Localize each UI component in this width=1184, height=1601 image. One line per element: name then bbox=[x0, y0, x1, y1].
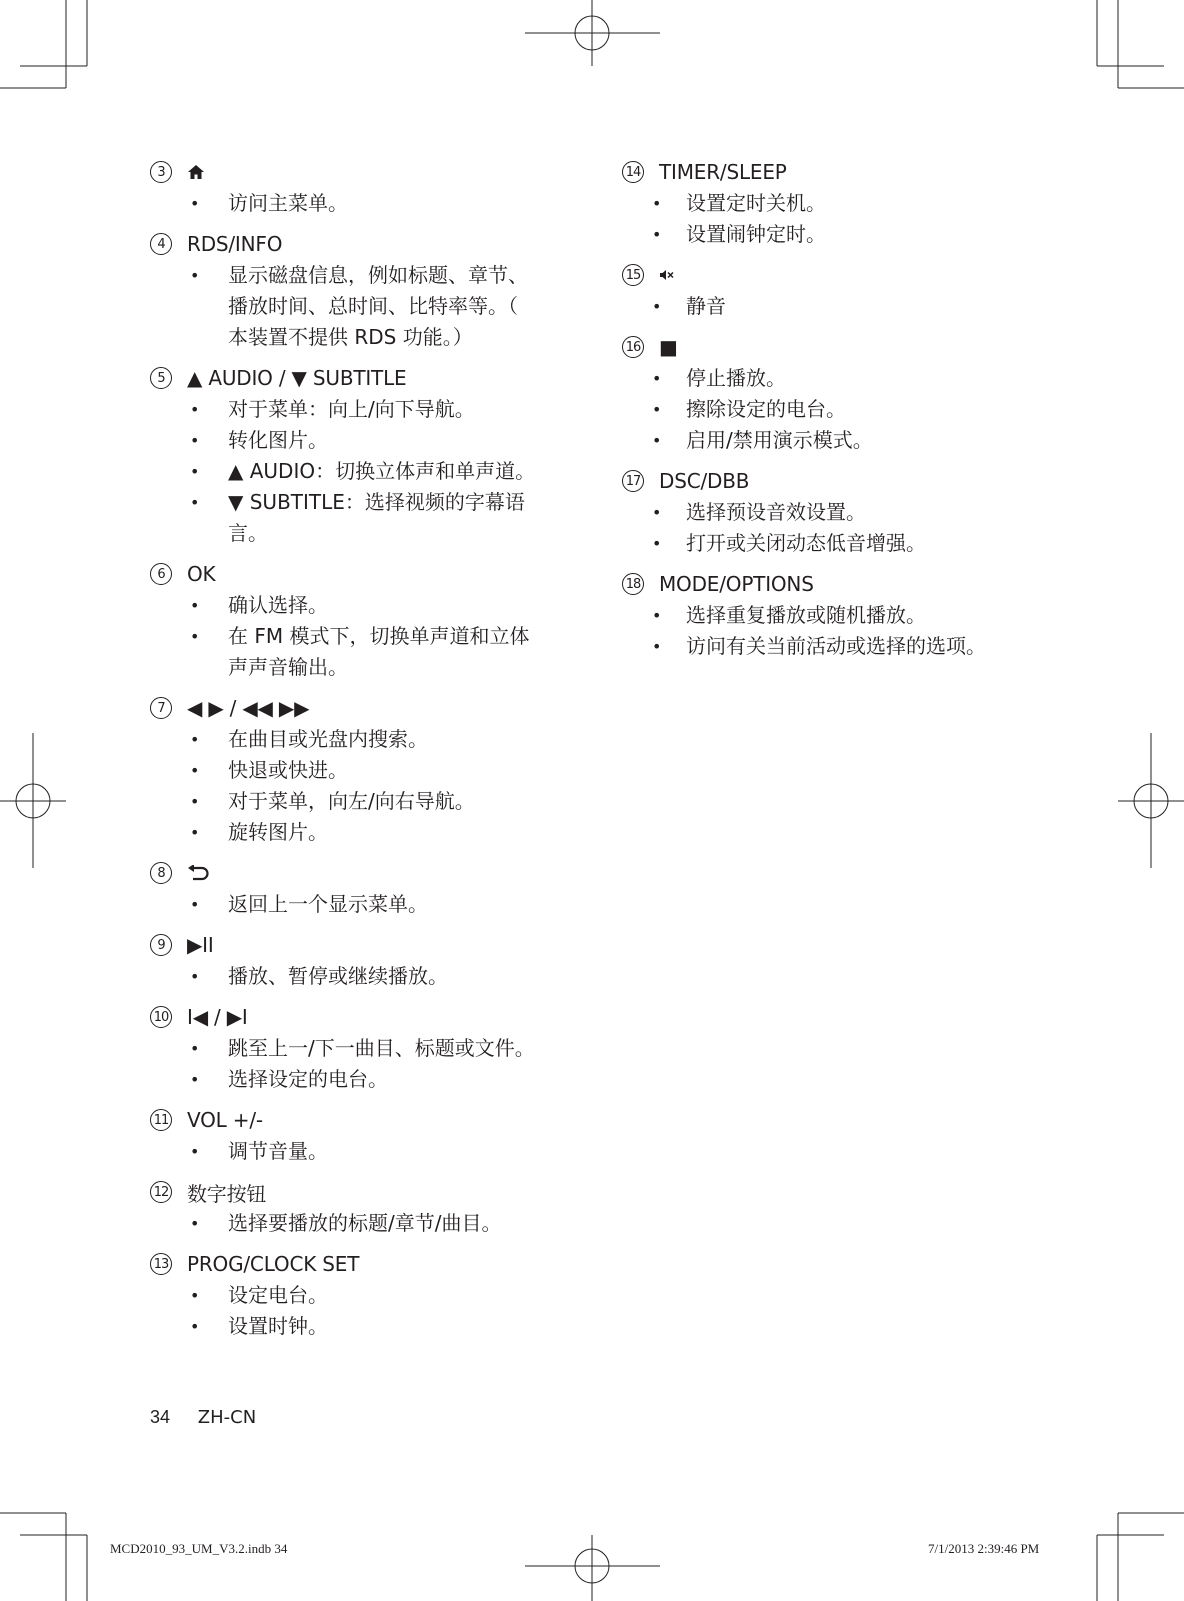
control-item-18 bbox=[622, 568, 1102, 662]
bullet-item: • 对于菜单：向上/向下导航。 bbox=[150, 394, 570, 425]
item-number-badge: 4 bbox=[150, 233, 172, 255]
control-title: 数字按钮 bbox=[187, 1181, 267, 1206]
control-heading bbox=[622, 156, 1102, 188]
control-title: ■ bbox=[659, 335, 678, 359]
item-number-badge: 10 bbox=[150, 1006, 172, 1028]
bullet-list bbox=[622, 291, 1102, 322]
bullet-item: 本装置不提供 RDS 功能。） bbox=[228, 325, 473, 349]
back-icon bbox=[187, 865, 211, 881]
control-item-11 bbox=[150, 1104, 570, 1167]
bullet-item: • 在曲目或光盘内搜索。 bbox=[150, 724, 570, 755]
bullet-item: • 设定电台。 bbox=[150, 1280, 570, 1311]
control-heading bbox=[150, 1104, 570, 1136]
bullet-item: • 选择要播放的标题/章节/曲目。 bbox=[150, 1208, 570, 1239]
bullet-item: • 跳至上一/下一曲目、标题或文件。 bbox=[150, 1033, 570, 1064]
bullet-list bbox=[622, 363, 1102, 456]
bullet-list bbox=[622, 188, 1102, 250]
bullet-list bbox=[150, 394, 570, 549]
control-heading bbox=[622, 465, 1102, 497]
bullet-list bbox=[622, 497, 1102, 559]
control-heading bbox=[150, 1001, 570, 1033]
bullet-list bbox=[150, 961, 570, 992]
control-item-10 bbox=[150, 1001, 570, 1095]
control-heading bbox=[150, 929, 570, 961]
mute-icon bbox=[659, 268, 675, 282]
print-slug-file: MCD2010_93_UM_V3.2.indb 34 bbox=[110, 1541, 288, 1556]
control-title: MODE/OPTIONS bbox=[659, 572, 814, 596]
control-item-5 bbox=[150, 362, 570, 549]
bullet-item: • 启用/禁用演示模式。 bbox=[622, 425, 1102, 456]
control-item-16 bbox=[622, 331, 1102, 456]
item-number-badge: 7 bbox=[150, 697, 172, 719]
control-heading bbox=[622, 568, 1102, 600]
control-title: ◀ ▶ / ◀◀ ▶▶ bbox=[187, 696, 310, 720]
item-number-badge: 9 bbox=[150, 934, 172, 956]
control-item-7 bbox=[150, 692, 570, 848]
bullet-list bbox=[622, 600, 1102, 662]
control-item-3 bbox=[150, 156, 570, 219]
bullet-item: • 设置定时关机。 bbox=[622, 188, 1102, 219]
control-item-14 bbox=[622, 156, 1102, 250]
control-item-8 bbox=[150, 857, 570, 920]
control-heading bbox=[150, 228, 570, 260]
bullet-list bbox=[150, 724, 570, 848]
page-footer bbox=[150, 1407, 256, 1428]
control-heading bbox=[150, 692, 570, 724]
bullet-item: • 显示磁盘信息，例如标题、章节、 bbox=[150, 260, 570, 291]
control-title: PROG/CLOCK SET bbox=[187, 1252, 360, 1276]
item-number-badge: 6 bbox=[150, 563, 172, 585]
right-column bbox=[622, 156, 1102, 671]
control-item-9 bbox=[150, 929, 570, 992]
control-item-15 bbox=[622, 259, 1102, 322]
bullet-list bbox=[150, 1033, 570, 1095]
control-title: ▲ AUDIO / ▼ SUBTITLE bbox=[187, 366, 407, 390]
home-icon bbox=[187, 164, 205, 180]
control-title: OK bbox=[187, 562, 216, 586]
bullet-item: • 播放、暂停或继续播放。 bbox=[150, 961, 570, 992]
bullet-list bbox=[150, 1136, 570, 1167]
control-title: DSC/DBB bbox=[659, 469, 750, 493]
bullet-item: • 停止播放。 bbox=[622, 363, 1102, 394]
item-number-badge: 17 bbox=[622, 470, 644, 492]
bullet-item: 声声音输出。 bbox=[228, 655, 348, 679]
bullet-list bbox=[150, 188, 570, 219]
bullet-item: • 快退或快进。 bbox=[150, 755, 570, 786]
control-heading bbox=[150, 1176, 570, 1208]
bullet-item: • ▲ AUDIO：切换立体声和单声道。 bbox=[150, 456, 570, 487]
control-item-4 bbox=[150, 228, 570, 353]
bullet-item: • 选择预设音效设置。 bbox=[622, 497, 1102, 528]
control-title: ▶II bbox=[187, 933, 214, 957]
bullet-item: • 访问主菜单。 bbox=[150, 188, 570, 219]
item-number-badge: 18 bbox=[622, 573, 644, 595]
item-number-badge: 5 bbox=[150, 367, 172, 389]
print-slug-date: 7/1/2013 2:39:46 PM bbox=[928, 1541, 1040, 1556]
bullet-item: • 打开或关闭动态低音增强。 bbox=[622, 528, 1102, 559]
bullet-list bbox=[150, 1280, 570, 1342]
item-number-badge: 8 bbox=[150, 862, 172, 884]
control-title: VOL +/- bbox=[187, 1108, 263, 1132]
bullet-item: • 转化图片。 bbox=[150, 425, 570, 456]
bullet-item: • 在 FM 模式下，切换单声道和立体 bbox=[150, 621, 570, 652]
control-title: TIMER/SLEEP bbox=[659, 160, 787, 184]
control-heading bbox=[622, 331, 1102, 363]
bullet-list bbox=[150, 1208, 570, 1239]
control-heading bbox=[150, 156, 570, 188]
page-number: 34 bbox=[150, 1407, 171, 1427]
control-heading bbox=[150, 558, 570, 590]
control-title: I◀ / ▶I bbox=[187, 1005, 248, 1029]
item-number-badge: 13 bbox=[150, 1253, 172, 1275]
control-item-13 bbox=[150, 1248, 570, 1342]
control-heading bbox=[150, 1248, 570, 1280]
bullet-item: • 设置闹钟定时。 bbox=[622, 219, 1102, 250]
item-number-badge: 16 bbox=[622, 336, 644, 358]
item-number-badge: 14 bbox=[622, 161, 644, 183]
bullet-item: • 旋转图片。 bbox=[150, 817, 570, 848]
bullet-item: • 选择重复播放或随机播放。 bbox=[622, 600, 1102, 631]
item-number-badge: 11 bbox=[150, 1109, 172, 1131]
item-number-badge: 12 bbox=[150, 1181, 172, 1203]
bullet-item: 播放时间、总时间、比特率等。（ bbox=[228, 294, 518, 318]
bullet-item: • 访问有关当前活动或选择的选项。 bbox=[622, 631, 1102, 662]
bullet-item: • 静音 bbox=[622, 291, 1102, 322]
control-item-6 bbox=[150, 558, 570, 683]
bullet-item: • 对于菜单，向左/向右导航。 bbox=[150, 786, 570, 817]
bullet-list bbox=[150, 260, 570, 353]
language-code: ZH-CN bbox=[197, 1407, 257, 1428]
control-item-17 bbox=[622, 465, 1102, 559]
bullet-item: • 设置时钟。 bbox=[150, 1311, 570, 1342]
control-heading bbox=[150, 857, 570, 889]
bullet-item: • 返回上一个显示菜单。 bbox=[150, 889, 570, 920]
left-column bbox=[150, 156, 570, 1351]
bullet-item: • 调节音量。 bbox=[150, 1136, 570, 1167]
item-number-badge: 15 bbox=[622, 264, 644, 286]
control-heading bbox=[150, 362, 570, 394]
item-number-badge: 3 bbox=[150, 161, 172, 183]
bullet-item: 言。 bbox=[228, 521, 268, 545]
bullet-item: • 擦除设定的电台。 bbox=[622, 394, 1102, 425]
bullet-list bbox=[150, 889, 570, 920]
control-item-12 bbox=[150, 1176, 570, 1239]
control-title: RDS/INFO bbox=[187, 232, 283, 256]
bullet-item: • 选择设定的电台。 bbox=[150, 1064, 570, 1095]
bullet-item: • 确认选择。 bbox=[150, 590, 570, 621]
bullet-list bbox=[150, 590, 570, 683]
control-heading bbox=[622, 259, 1102, 291]
bullet-item: • ▼ SUBTITLE：选择视频的字幕语 bbox=[150, 487, 570, 518]
